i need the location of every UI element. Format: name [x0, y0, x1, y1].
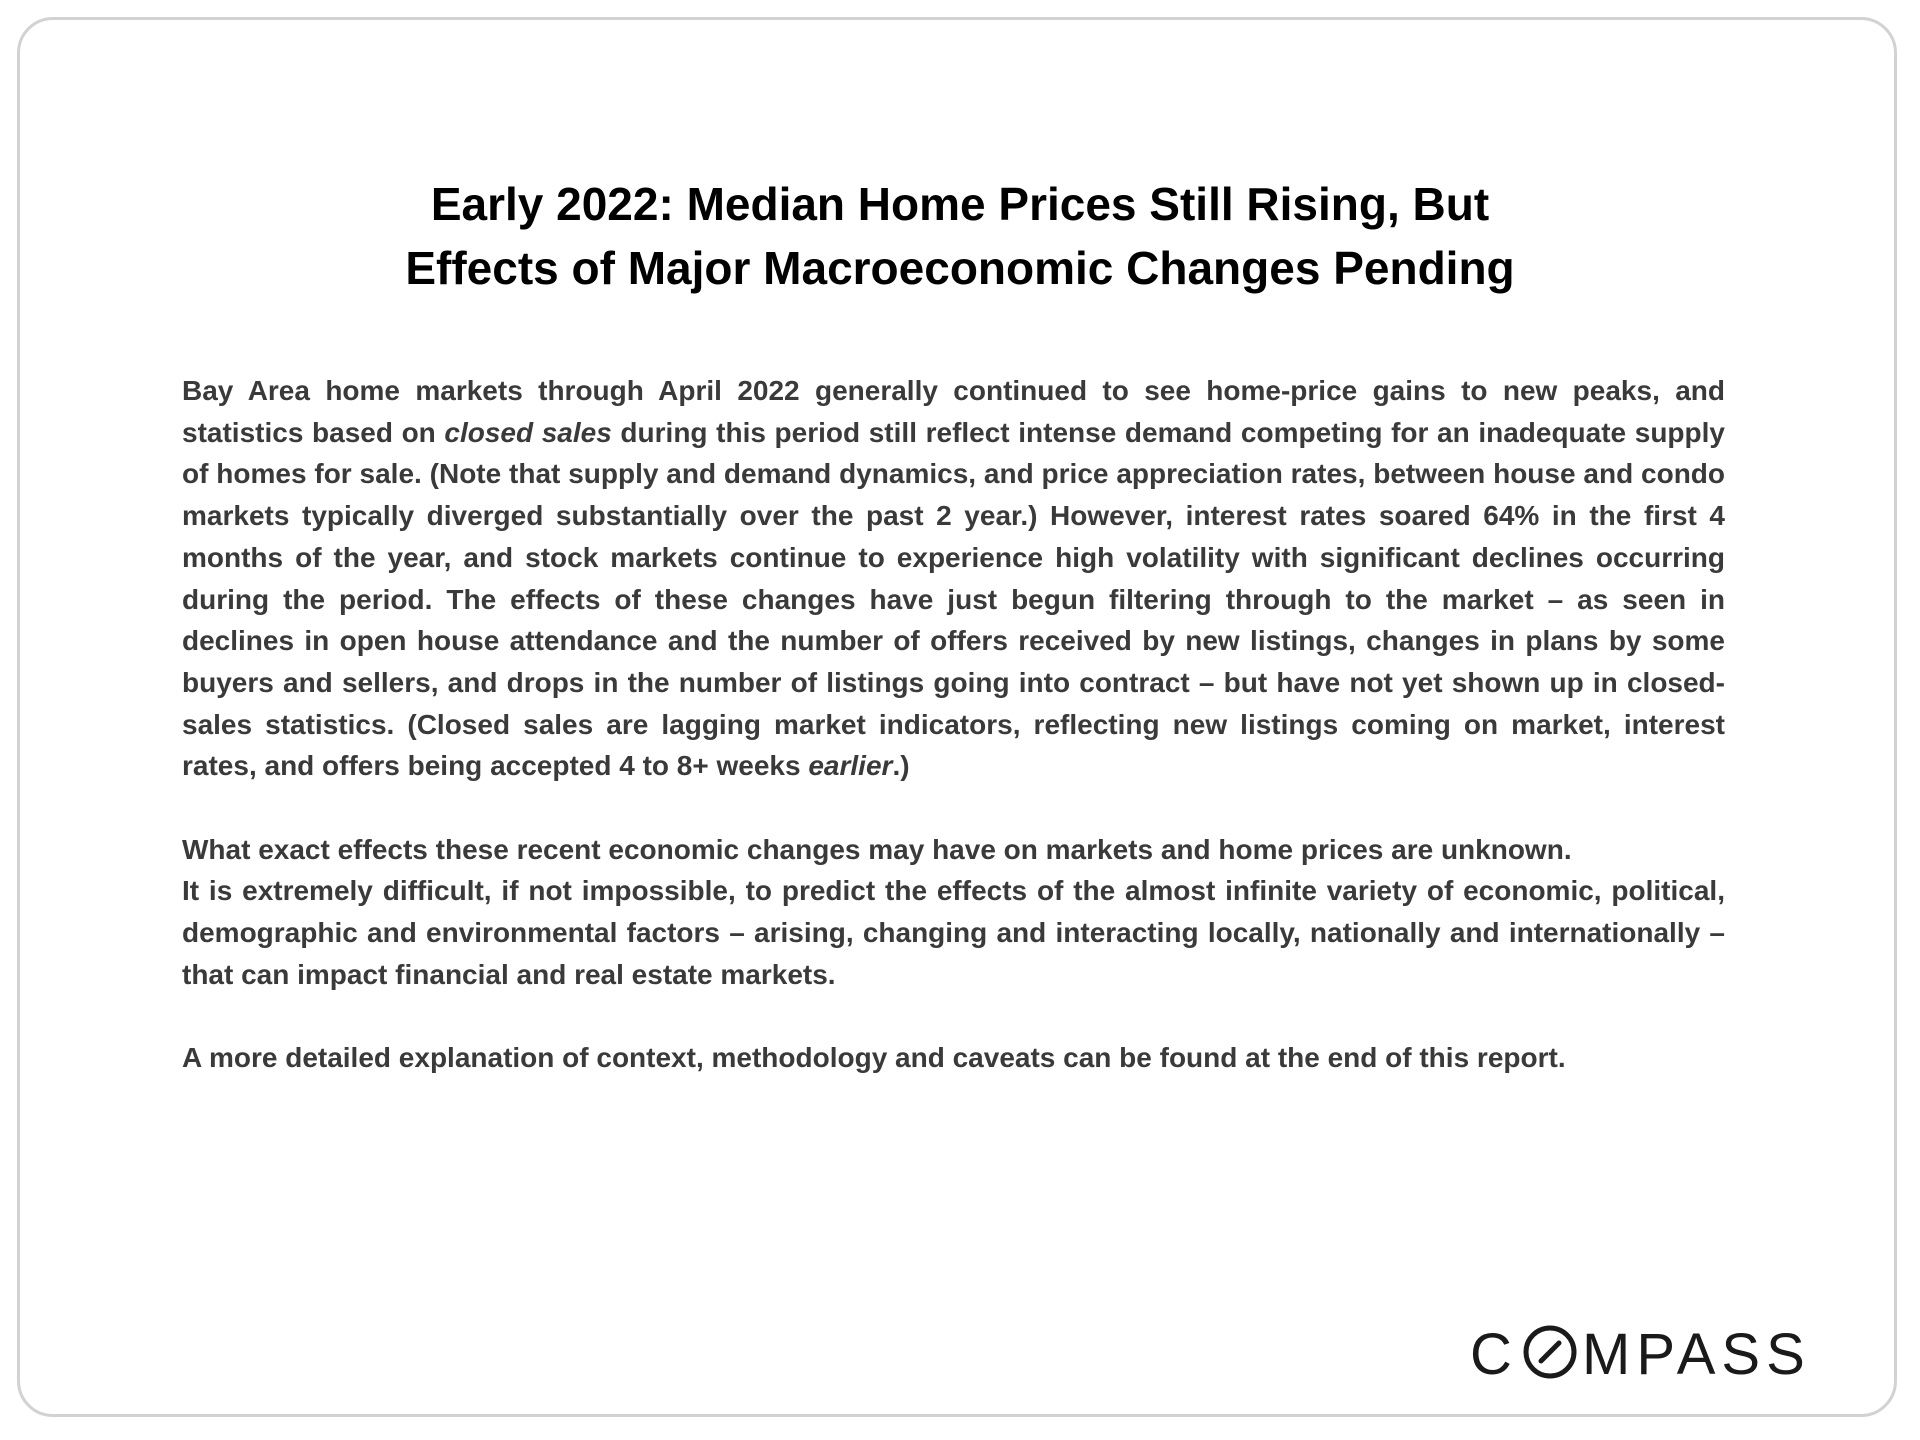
paragraph-market-summary: [182, 370, 1725, 787]
paragraph-2-line-1: What exact effects these recent economic changes may have on markets and home prices are unknown.: [182, 833, 1572, 865]
compass-o-icon: [1526, 1328, 1574, 1376]
paragraph-1-emphasis-earlier: earlier: [808, 750, 893, 782]
paragraph-1-part-3: .): [892, 750, 910, 782]
paragraph-2-rest: It is extremely difficult, if not impossible, to predict the effects of the almost infinite variety of economic, political, demographic and environmental factors – arising, changing and interacting locally, nationally and internationally – that can impact financial and real estate markets.: [182, 875, 1725, 990]
compass-logo: [1470, 1322, 1822, 1382]
paragraph-methodology-note: A more detailed explanation of context, methodology and caveats can be found at the end of this report.: [182, 1042, 1566, 1074]
title-line-1: Early 2022: Median Home Prices Still Rising, But: [430, 178, 1490, 230]
title-line-2: Effects of Major Macroeconomic Changes Pending: [405, 242, 1515, 294]
paragraph-1-part-1: Bay Area home markets through April 2022 generally continued to see home-price gains to new peaks, and statistics based on: [182, 375, 1725, 448]
paragraph-1-emphasis-closed-sales: closed sales: [444, 416, 612, 448]
logo-letters-mpass: MPASS: [1582, 1322, 1811, 1382]
logo-letter-c: C: [1470, 1322, 1512, 1382]
body-text: [182, 370, 1725, 1121]
paragraph-1-part-2: during this period still reflect intense demand competing for an inadequate supply of homes for sale. (Note that supply and demand dynamics, and price appreciation rates, between house and condo markets typically diverged substantially over the past 2 year.) However, interest rates soared 64% in the first 4 months of the year, and stock markets continue to experience high volatility with significant declines occurring during the period. The effects of these changes have just begun filtering through to the market – as seen in declines in open house attendance and the number of offers received by new listings, changes in plans by some buyers and sellers, and drops in the number of listings going into contract – but have not yet shown up in closed-sales statistics. (Closed sales are lagging market indicators, reflecting new listings coming on market, interest rates, and offers being accepted 4 to 8+ weeks: [182, 416, 1725, 782]
page-title: [0, 172, 1920, 300]
paragraph-unknown-effects: [182, 829, 1725, 996]
